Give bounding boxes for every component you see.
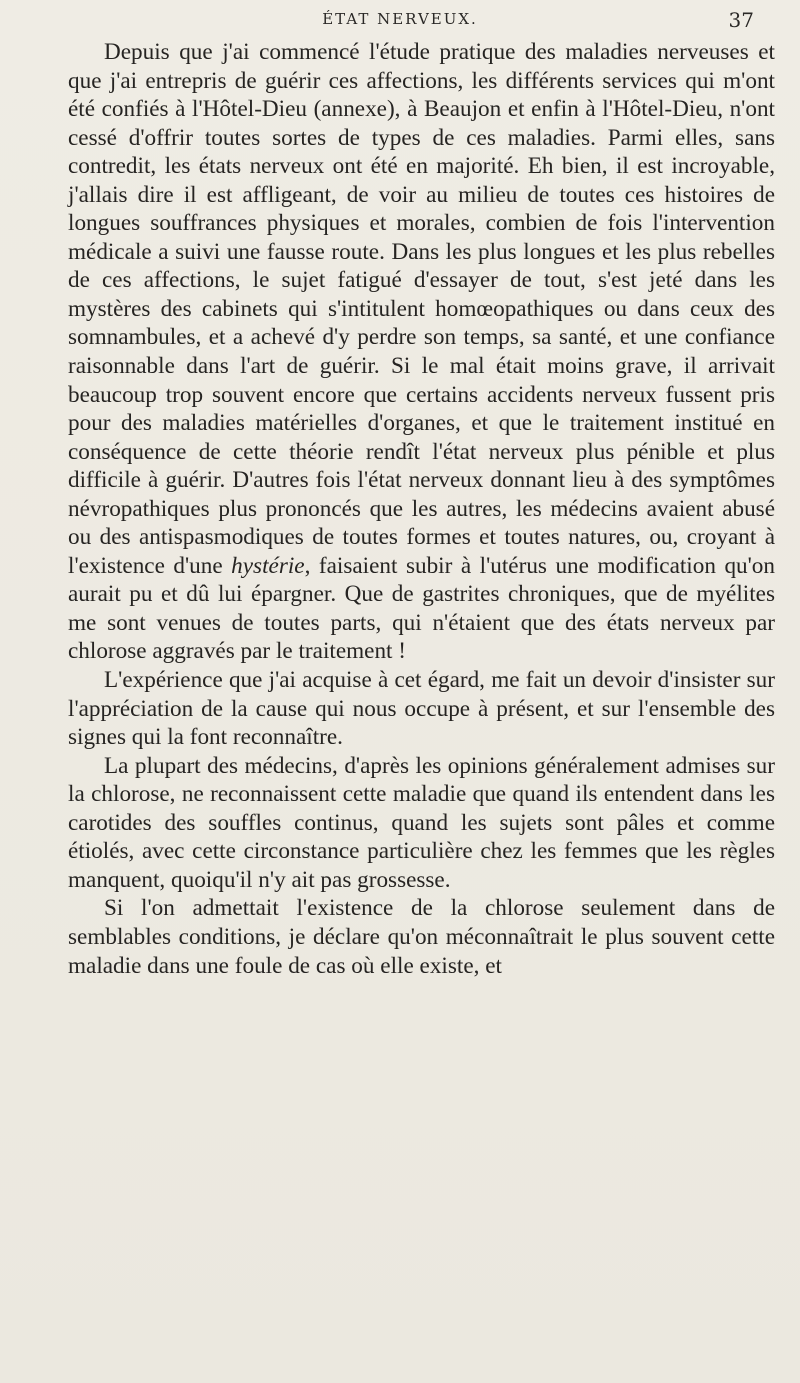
paragraph: L'expérience que j'ai acquise à cet égard, me fait un devoir d'insister sur l'appréciation de la cause qui nous occupe à présent, et sur l'ensemble des signes qui la font reconnaître. bbox=[68, 667, 775, 751]
page-number: 37 bbox=[728, 8, 754, 32]
paragraph: Depuis que j'ai commencé l'étude pratique des maladies nerveuses et que j'ai entrepris de guérir ces affections, les différents services qui m'ont été confiés à l'Hôtel-Dieu (annexe), à Beaujon et enfin à l'Hôtel-Dieu, n'ont cessé d'offrir toutes sortes de types de ces maladies. Parmi elles, sans contredit, les états nerveux ont été en majorité. Eh bien, il est incroyable, j'allais dire il est affligeant, de voir au milieu de toutes ces histoires de longues souffrances physiques et morales, combien de fois l'intervention médicale a suivi une fausse route. Dans les plus longues et les plus rebelles de ces affections, le sujet fatigué d'essayer de tout, s'est jeté dans les mystères des cabinets qui s'intitulent homœopathiques ou dans ceux des somnambules, et a achevé d'y perdre son temps, sa santé, et une confiance raisonnable dans l'art de guérir. Si le mal était moins grave, il arrivait beaucoup trop souvent encore que certains accidents nerveux fussent pris pour des maladies matérielles d'organes, et que le traitement institué en conséquence de cette théorie rendît l'état nerveux plus pénible et plus difficile à guérir. D'autres fois l'état nerveux donnant lieu à des symptômes névropathiques plus prononcés que les autres, les médecins avaient abusé ou des antispasmodiques de toutes formes et toutes natures, ou, croyant à l'existence d'une hystérie, faisaient subir à l'utérus une modification qu'on aurait pu et dû lui épargner. Que de gastrites chroniques, que de myélites me sont venues de toutes parts, qui n'étaient que des états nerveux par chlorose aggravés par le traitement ! bbox=[68, 39, 775, 665]
emphasized-word: hystérie bbox=[231, 552, 305, 579]
paragraph: La plupart des médecins, d'après les opinions généralement admises sur la chlorose, ne reconnaissent cette maladie que quand ils entendent dans les carotides des souffles continus, quand les sujets sont pâles et comme étiolés, avec cette circonstance particulière chez les femmes que les règles manquent, quoiqu'il n'y ait pas grossesse. bbox=[68, 752, 775, 893]
running-title: ÉTAT NERVEUX. bbox=[322, 10, 478, 28]
paragraph: Si l'on admettait l'existence de la chlorose seulement dans de semblables conditions, je déclare qu'on méconnaîtrait le plus souvent cette maladie dans une foule de cas où elle existe, et bbox=[68, 895, 775, 979]
running-head bbox=[0, 8, 800, 32]
body-text bbox=[68, 38, 775, 980]
